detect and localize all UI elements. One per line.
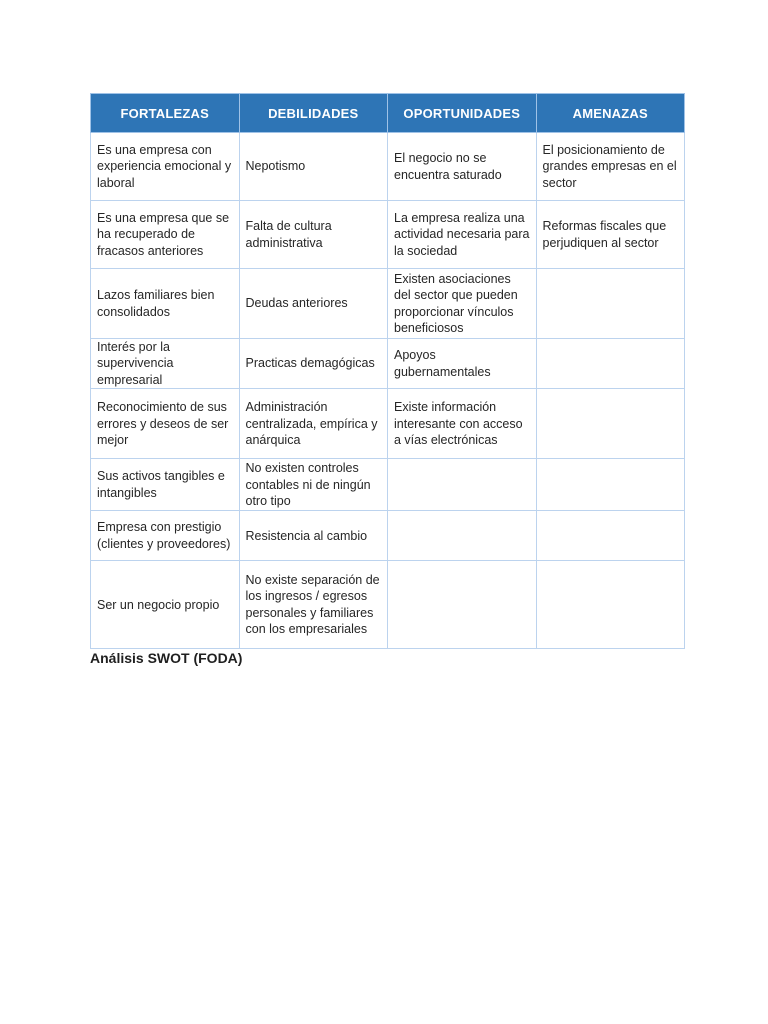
table-cell: No existen controles contables ni de ningún otro tipo xyxy=(239,459,388,511)
table-row xyxy=(91,201,685,269)
table-cell xyxy=(388,511,537,561)
table-cell: No existe separación de los ingresos / egresos personales y familiares con los empresariales xyxy=(239,561,388,649)
table-cell: Ser un negocio propio xyxy=(91,561,240,649)
table-header-row xyxy=(91,94,685,133)
table-cell: Empresa con prestigio (clientes y proveedores) xyxy=(91,511,240,561)
table-cell: Practicas demagógicas xyxy=(239,339,388,389)
header-amenazas: AMENAZAS xyxy=(536,94,685,133)
table-cell: Nepotismo xyxy=(239,133,388,201)
table-cell xyxy=(536,511,685,561)
table-cell: Interés por la supervivencia empresarial xyxy=(91,339,240,389)
table-cell xyxy=(536,561,685,649)
table-cell: Es una empresa con experiencia emocional y laboral xyxy=(91,133,240,201)
table-cell: El posicionamiento de grandes empresas en el sector xyxy=(536,133,685,201)
table-cell: Reformas fiscales que perjudiquen al sector xyxy=(536,201,685,269)
table-cell xyxy=(536,459,685,511)
table-row xyxy=(91,133,685,201)
table-cell xyxy=(536,269,685,339)
table-cell xyxy=(388,459,537,511)
header-oportunidades: OPORTUNIDADES xyxy=(388,94,537,133)
table-cell: El negocio no se encuentra saturado xyxy=(388,133,537,201)
table-row xyxy=(91,459,685,511)
table-cell: Reconocimiento de sus errores y deseos de ser mejor xyxy=(91,389,240,459)
table-cell xyxy=(536,389,685,459)
table-cell: Es una empresa que se ha recuperado de fracasos anteriores xyxy=(91,201,240,269)
table-cell: Resistencia al cambio xyxy=(239,511,388,561)
table-cell: La empresa realiza una actividad necesaria para la sociedad xyxy=(388,201,537,269)
table-row xyxy=(91,389,685,459)
table-cell xyxy=(536,339,685,389)
header-debilidades: DEBILIDADES xyxy=(239,94,388,133)
table-cell xyxy=(388,561,537,649)
table-cell: Existe información interesante con acceso a vías electrónicas xyxy=(388,389,537,459)
table-cell: Lazos familiares bien consolidados xyxy=(91,269,240,339)
table-caption: Análisis SWOT (FODA) xyxy=(90,650,243,666)
table-cell: Existen asociaciones del sector que pueden proporcionar vínculos beneficiosos xyxy=(388,269,537,339)
swot-table xyxy=(90,93,685,649)
table-cell: Administración centralizada, empírica y anárquica xyxy=(239,389,388,459)
table-cell: Apoyos gubernamentales xyxy=(388,339,537,389)
table-row xyxy=(91,511,685,561)
table-row xyxy=(91,269,685,339)
table-cell: Deudas anteriores xyxy=(239,269,388,339)
table-row xyxy=(91,561,685,649)
header-fortalezas: FORTALEZAS xyxy=(91,94,240,133)
table-cell: Sus activos tangibles e intangibles xyxy=(91,459,240,511)
table-cell: Falta de cultura administrativa xyxy=(239,201,388,269)
table-row xyxy=(91,339,685,389)
